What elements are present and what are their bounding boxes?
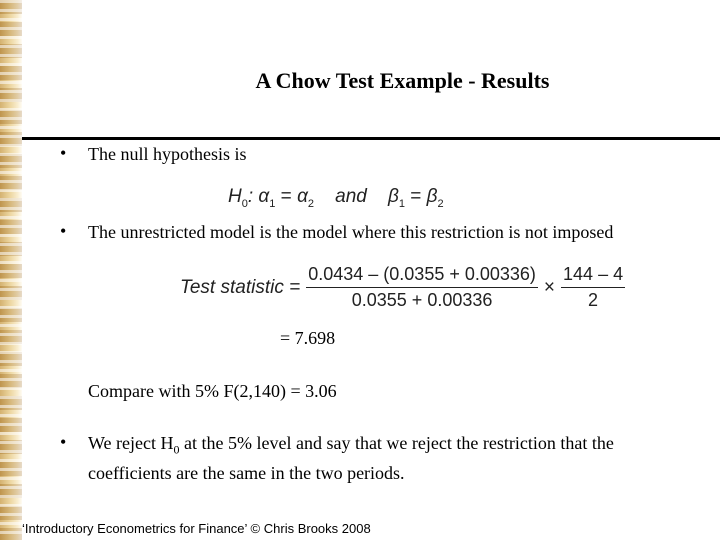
- test-statistic-label: Test statistic =: [180, 276, 301, 298]
- beta-sub-2: 2: [437, 197, 444, 210]
- times-sign: ×: [543, 276, 556, 298]
- h-subscript: 0: [241, 197, 248, 210]
- title-divider: [22, 137, 720, 140]
- fraction-1: [306, 264, 538, 311]
- fraction-2: [561, 264, 625, 311]
- and-word: and: [335, 186, 367, 207]
- fraction-2-numerator: 144 – 4: [561, 264, 625, 288]
- alpha-sub-2: 2: [307, 197, 315, 210]
- test-statistic-formula: [180, 264, 625, 311]
- fraction-1-denominator: 0.0355 + 0.00336: [351, 290, 493, 310]
- beta-symbol-2: β: [426, 186, 438, 207]
- beta-sub-1: 1: [398, 197, 405, 210]
- fraction-1-numerator: 0.0434 – (0.0355 + 0.00336): [306, 264, 538, 288]
- equals-sign-2: =: [410, 186, 422, 207]
- bullet-text-unrestricted-model: The unrestricted model is the model where this restriction is not imposed: [88, 222, 614, 242]
- reject-text-rest: at the 5% level and say that we reject the restriction that the: [179, 433, 614, 453]
- compare-critical-value: Compare with 5% F(2,140) = 3.06: [88, 381, 337, 401]
- null-hypothesis-formula: [228, 186, 444, 210]
- h-symbol: H: [228, 186, 242, 207]
- bullet-text-reject: [88, 432, 614, 485]
- bullet-marker-3: •: [60, 432, 67, 452]
- statistic-result: = 7.698: [280, 328, 336, 348]
- alpha-sub-1: 1: [269, 197, 276, 210]
- reject-text-start: We reject H: [88, 433, 174, 453]
- alpha-symbol-1: α: [258, 186, 270, 207]
- bullet-text-null-hypothesis: The null hypothesis is: [88, 144, 247, 164]
- bullet-marker-2: •: [60, 221, 67, 241]
- alpha-symbol-2: α: [297, 186, 308, 207]
- colon: :: [247, 186, 254, 207]
- h-zero-subscript: 0: [173, 442, 180, 457]
- equals-sign-1: =: [280, 186, 292, 207]
- bullet-marker-1: •: [60, 143, 67, 163]
- reject-text-line2: coefficients are the same in the two periods.: [88, 462, 405, 483]
- beta-symbol-1: β: [387, 186, 399, 207]
- footer-credit: ‘Introductory Econometrics for Finance’ © Chris Brooks 2008: [22, 521, 371, 536]
- slide-title: A Chow Test Example - Results: [255, 68, 550, 93]
- fraction-2-denominator: 2: [588, 290, 599, 310]
